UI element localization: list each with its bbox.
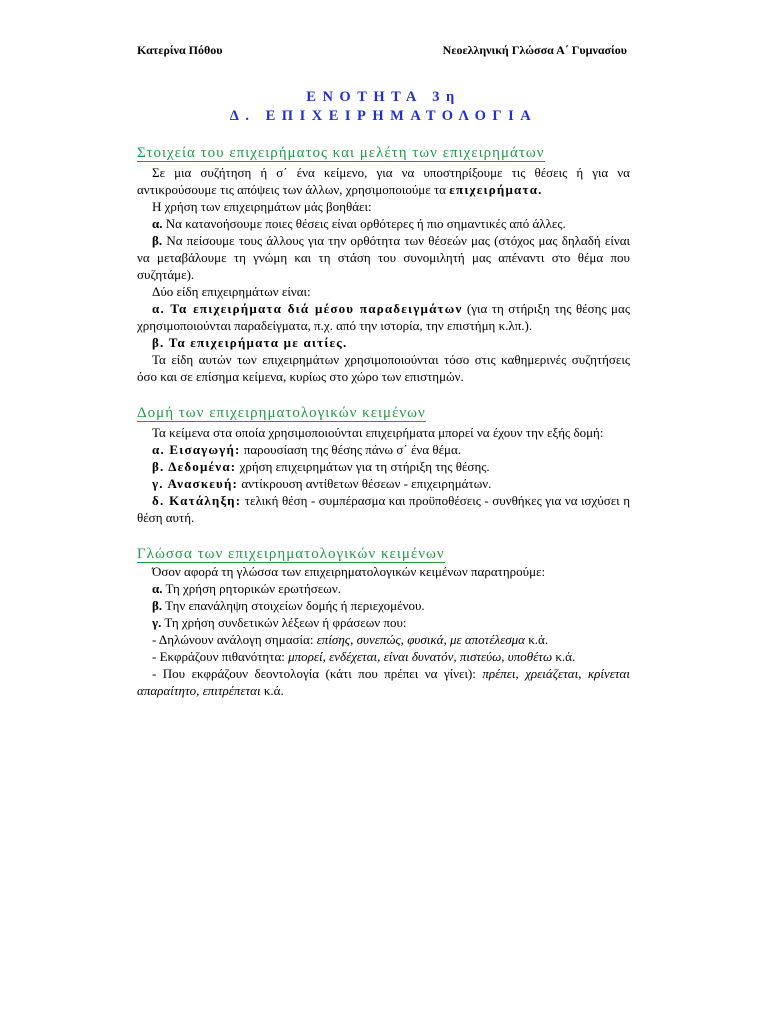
s2-item-c xyxy=(137,475,630,492)
s3-dash-3-end: κ.ά. xyxy=(260,683,284,698)
s3-dash-1-end: κ.ά. xyxy=(524,632,549,647)
s1-usage: Τα είδη αυτών των επιχειρημάτων χρησιμοποιούνται τόσο στις καθημερινές συζητήσεις όσο και σε επίσημα κείμενα, κυρίως στο χώρο των επιστημών. xyxy=(137,352,630,384)
s1-helps: Η χρήση των επιχειρημάτων μάς βοηθάει: xyxy=(152,199,372,214)
s1-kind-1-bold: α. Τα επιχειρήματα διά μέσου παραδειγμάτων xyxy=(152,301,463,316)
s3-dash-3-text: - Που εκφράζουν δεοντολογία (κάτι που πρέπει να γίνει): xyxy=(152,666,483,681)
section-3-heading: Γλώσσα των επιχειρηματολογικών κειμένων xyxy=(137,546,445,562)
s3-dash-2-italic: μπορεί, ενδέχεται, είναι δυνατόν, πιστεύω, υποθέτω xyxy=(288,649,553,664)
s3-item-a xyxy=(137,580,630,597)
s1-kinds: Δύο είδη επιχειρημάτων είναι: xyxy=(152,284,311,299)
s1-item-b-label: β. xyxy=(152,233,163,248)
s1-kind-1-text: (για τη στήριξη της θέσης μας χρησιμοποιούνται παραδείγματα, π.χ. από την ιστορία, την επιστήμη κ.λπ.). xyxy=(137,301,630,333)
s1-item-a-text: Να κατανοήσουμε ποιες θέσεις είναι ορθότερες ή πιο σημαντικές από άλλες. xyxy=(162,216,566,231)
s2-item-b-label: β. Δεδομένα: xyxy=(152,459,237,474)
s2-item-c-label: γ. Ανασκευή: xyxy=(152,476,239,491)
section-2-heading-wrap xyxy=(137,404,630,422)
section-3-heading-wrap xyxy=(137,545,630,563)
s3-dash-3-italic: πρέπει, χρειάζεται, κρίνεται απαραίτητο, επιτρέπεται xyxy=(137,666,630,698)
s2-item-a xyxy=(137,441,630,458)
s3-dash-1-italic: επίσης, συνεπώς, φυσικά, με αποτέλεσμα xyxy=(316,632,525,647)
s3-dash-2-text: - Εκφράζουν πιθανότητα: xyxy=(152,649,289,664)
s3-dash-3 xyxy=(137,665,630,699)
section-2-heading: Δομή των επιχειρηματολογικών κειμένων xyxy=(137,405,426,421)
s2-item-d-label: δ. Κατάληξη: xyxy=(152,493,242,508)
header-course: Νεοελληνική Γλώσσα Α΄ Γυμνασίου xyxy=(442,43,627,57)
s3-item-b-text: Την επανάληψη στοιχείων δομής ή περιεχομένου. xyxy=(162,598,425,613)
s2-item-c-text: αντίκρουση αντίθετων θέσεων - επιχειρημάτων. xyxy=(238,476,492,491)
unit-title: ΕΝΟΤΗΤΑ 3η xyxy=(306,89,461,105)
s1-kind-2 xyxy=(137,334,630,351)
s3-item-c-label: γ. xyxy=(152,615,162,630)
s3-dash-1-text: - Δηλώνουν ανάλογη σημασία: xyxy=(152,632,317,647)
s1-intro-bold: επιχειρήματα. xyxy=(449,182,543,197)
s2-item-a-label: α. Εισαγωγή: xyxy=(152,442,241,457)
s2-item-b xyxy=(137,458,630,475)
chapter-title: Δ. ΕΠΙΧΕΙΡΗΜΑΤΟΛΟΓΙΑ xyxy=(229,108,538,124)
s3-dash-2-end: κ.ά. xyxy=(552,649,576,664)
s3-dash-1 xyxy=(137,631,630,648)
s3-dash-2 xyxy=(137,648,630,665)
header-author: Κατερίνα Πόθου xyxy=(137,43,223,57)
s1-item-a-label: α. xyxy=(152,216,163,231)
s3-item-c-text: Τη χρήση συνδετικών λέξεων ή φράσεων που: xyxy=(161,615,407,630)
s2-intro: Τα κείμενα στα οποία χρησιμοποιούνται επιχειρήματα μπορεί να έχουν την εξής δομή: xyxy=(152,425,604,440)
s2-item-b-text: χρήση επιχειρημάτων για τη στήριξη της θέσης. xyxy=(236,459,490,474)
document-body xyxy=(137,88,630,699)
s1-kind-2-bold: β. Τα επιχειρήματα με αιτίες. xyxy=(152,335,348,350)
s1-intro xyxy=(137,164,630,198)
s3-item-a-text: Τη χρήση ρητορικών ερωτήσεων. xyxy=(162,581,341,596)
s2-item-d-text: τελική θέση - συμπέρασμα και προϋποθέσεις - συνθήκες για να ισχύσει η θέση αυτή. xyxy=(137,493,630,525)
s2-item-d xyxy=(137,492,630,526)
s3-item-c xyxy=(137,614,630,631)
s1-intro-text: Σε μια συζήτηση ή σ΄ ένα κείμενο, για να υποστηρίξουμε τις θέσεις ή για να αντικρούσουμε τις απόψεις των άλλων, χρησιμοποιούμε τα xyxy=(137,165,630,197)
s3-intro: Όσον αφορά τη γλώσσα των επιχειρηματολογικών κειμένων παρατηρούμε: xyxy=(152,564,546,579)
section-1-heading: Στοιχεία του επιχειρήματος και μελέτη των επιχειρημάτων xyxy=(137,145,545,161)
s3-item-b xyxy=(137,597,630,614)
s1-item-b-text: Να πείσουμε τους άλλους για την ορθότητα των θέσεών μας (στόχος μας δηλαδή είναι να μεταβάλουμε τη γνώμη και τη στάση του συνομιλητή μας απέναντι στο θέμα που συζητάμε). xyxy=(137,233,630,282)
s1-item-b xyxy=(137,232,630,283)
s1-kind-1 xyxy=(137,300,630,334)
s1-item-a xyxy=(137,215,630,232)
s2-item-a-text: παρουσίαση της θέσης πάνω σ΄ ένα θέμα. xyxy=(240,442,462,457)
s3-item-a-label: α. xyxy=(152,581,163,596)
s3-item-b-label: β. xyxy=(152,598,163,613)
section-1-heading-wrap xyxy=(137,144,630,162)
